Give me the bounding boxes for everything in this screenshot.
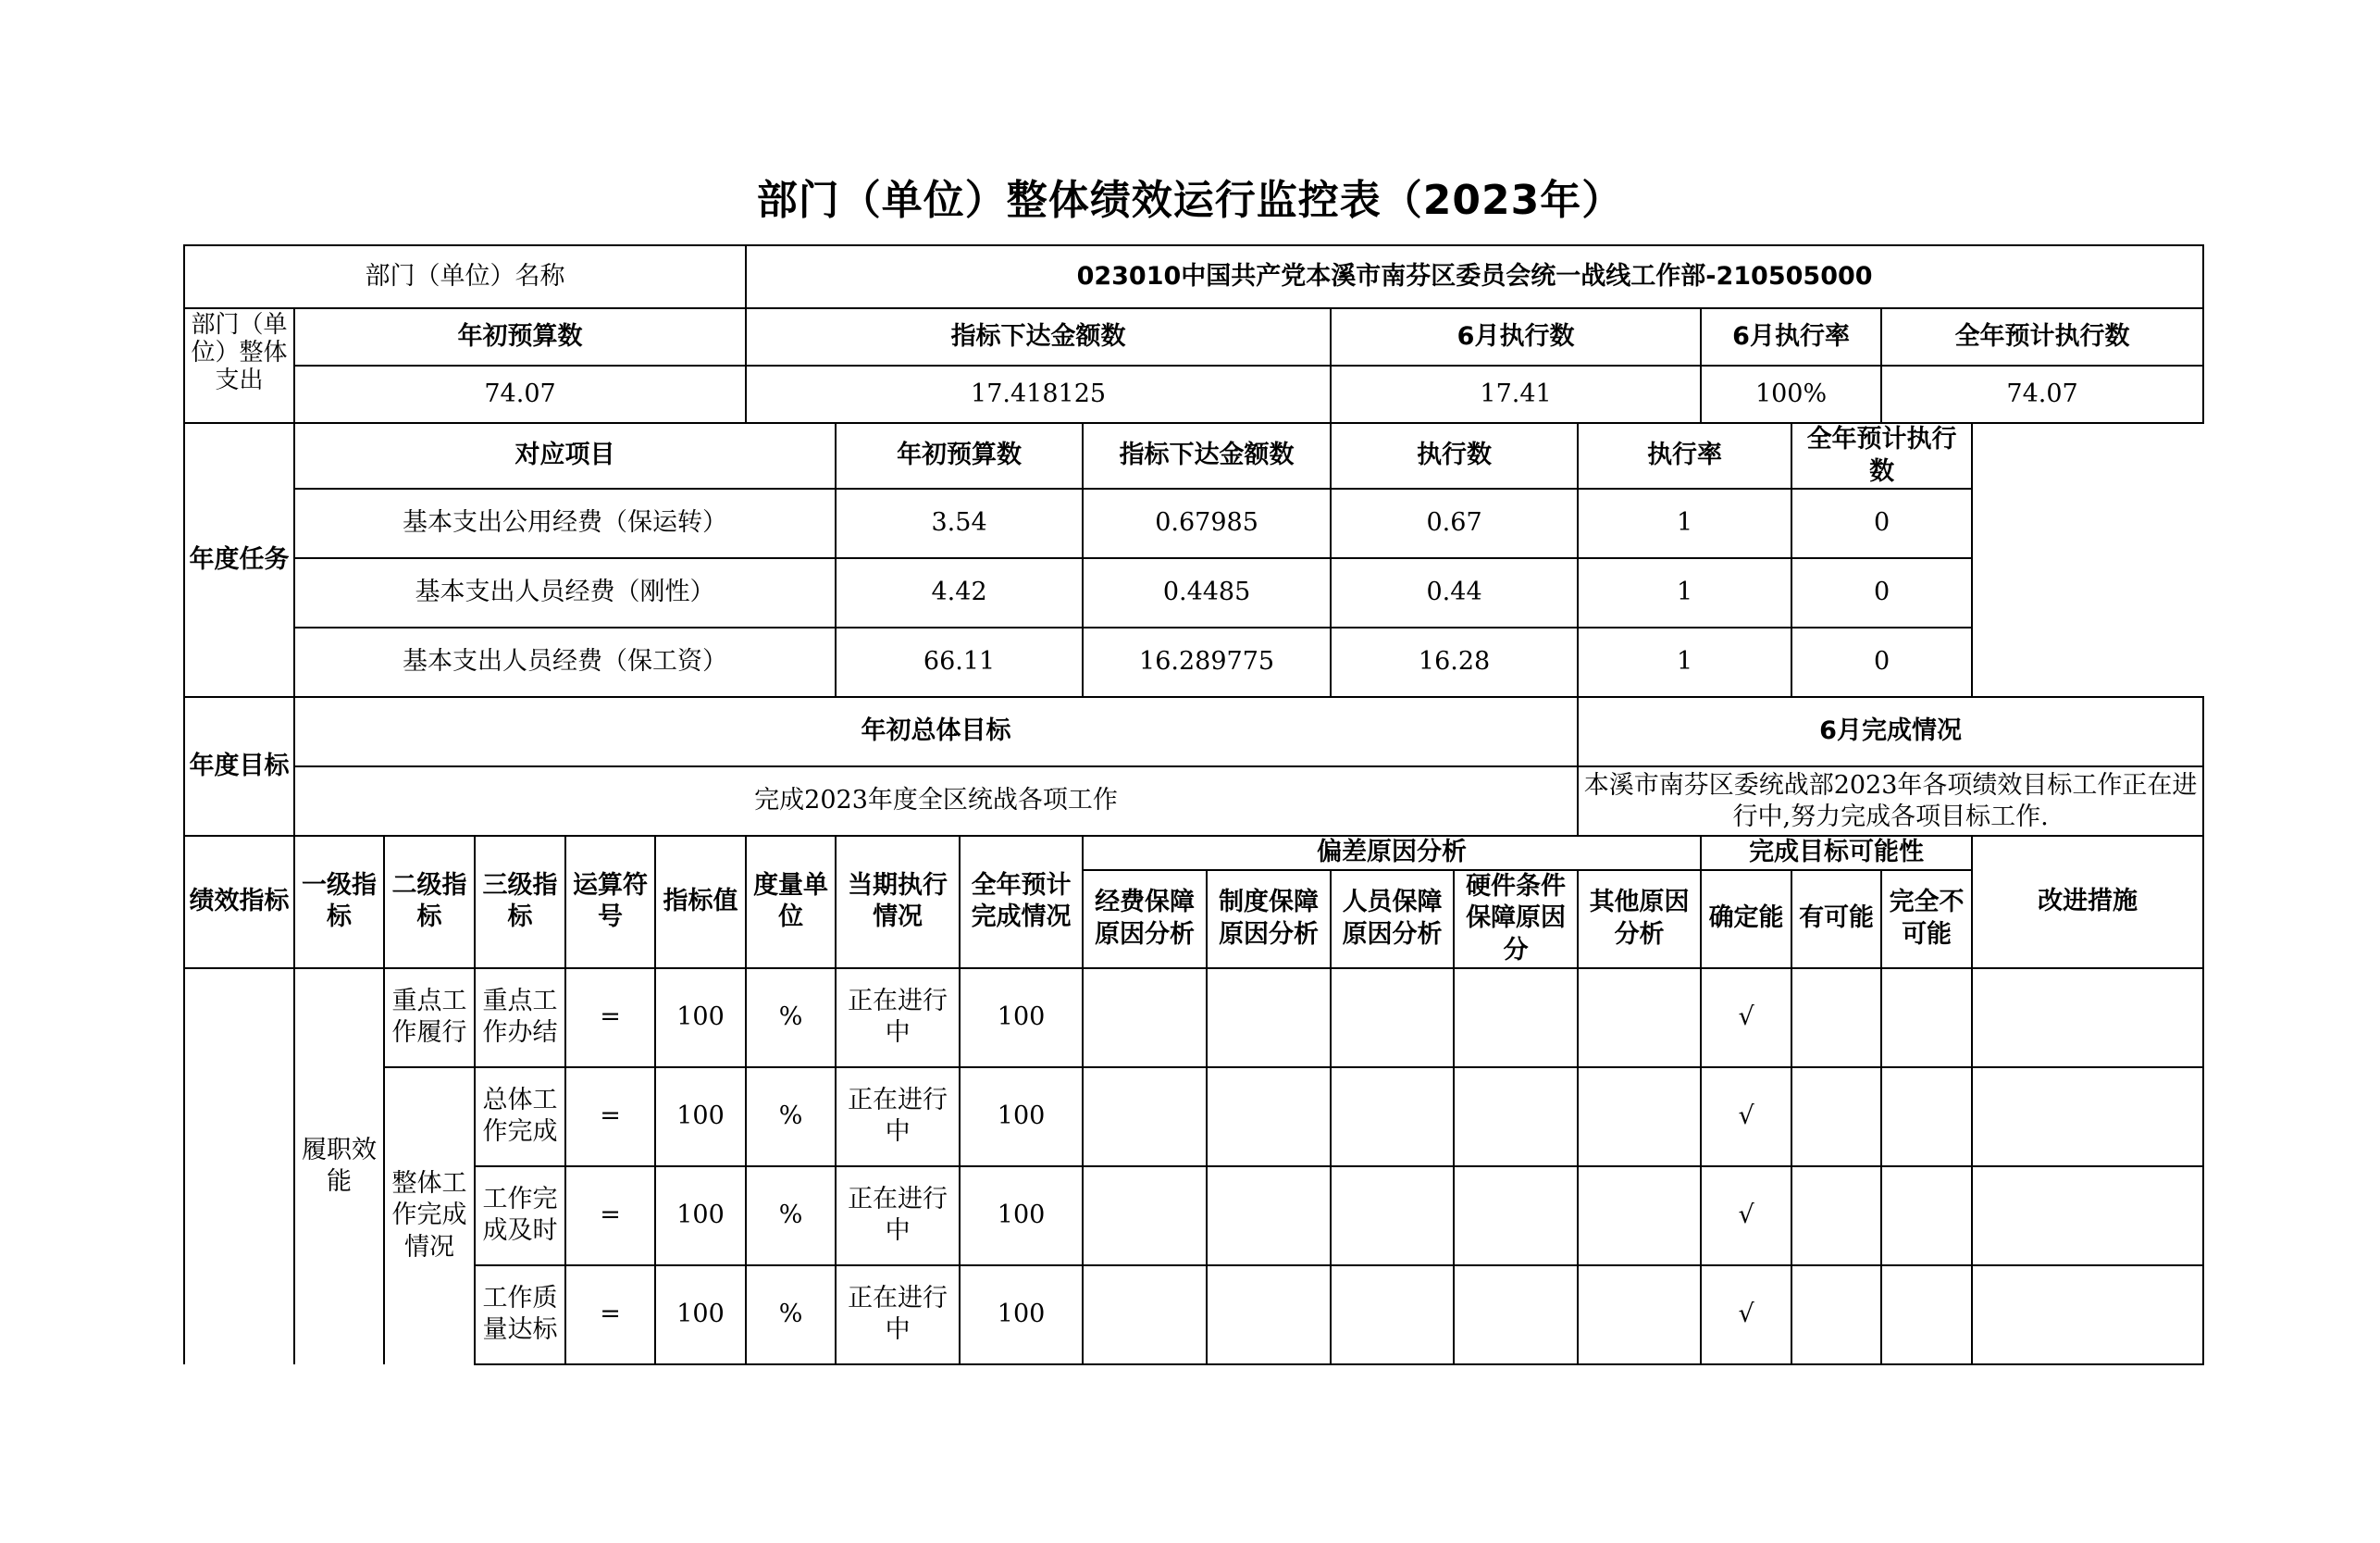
forecast-value: 100 (960, 1166, 1083, 1265)
task-value: 1 (1578, 489, 1791, 558)
page-title: 部门（单位）整体绩效运行监控表（2023年） (756, 177, 1624, 224)
header-current: 当期执行情况 (836, 836, 960, 968)
indicator-row (184, 1265, 2203, 1364)
tasks-header: 执行率 (1578, 423, 1791, 489)
target-value: 100 (655, 968, 746, 1067)
indicator-blank-cell (184, 968, 294, 1364)
expense-header: 全年预计执行数 (1881, 308, 2203, 366)
expense-header: 6月执行数 (1331, 308, 1701, 366)
header-improvement: 改进措施 (1972, 836, 2203, 968)
header-level1: 一级指标 (294, 836, 384, 968)
check-mark: √ (1701, 1166, 1791, 1265)
indicator-row (184, 1067, 2203, 1166)
level3-value: 工作质量达标 (475, 1265, 565, 1364)
check-mark: √ (1701, 968, 1791, 1067)
expense-row-label: 部门（单位）整体支出 (184, 308, 294, 423)
expense-value: 17.418125 (746, 366, 1331, 423)
expense-value: 17.41 (1331, 366, 1701, 423)
task-value: 0 (1791, 628, 1972, 697)
goals-left-header: 年初总体目标 (294, 697, 1578, 766)
indicator-row-label: 绩效指标 (184, 836, 294, 968)
task-value: 0.67 (1331, 489, 1578, 558)
level3-value: 重点工作办结 (475, 968, 565, 1067)
tasks-header: 全年预计执行数 (1791, 423, 1972, 489)
header-level3: 三级指标 (475, 836, 565, 968)
current-value: 正在进行中 (836, 968, 960, 1067)
header-possibility: 完成目标可能性 (1701, 836, 1972, 870)
header-pos-maybe: 有可能 (1791, 870, 1881, 968)
indicator-header-row (184, 836, 2203, 870)
expense-value: 74.07 (1881, 366, 2203, 423)
task-value: 0 (1791, 558, 1972, 628)
header-pos-sure: 确定能 (1701, 870, 1791, 968)
header-unit: 度量单位 (746, 836, 836, 968)
unit-value: % (746, 1067, 836, 1166)
target-value: 100 (655, 1166, 746, 1265)
target-value: 100 (655, 1265, 746, 1364)
task-value: 0 (1791, 489, 1972, 558)
expense-header: 年初预算数 (294, 308, 746, 366)
current-value: 正在进行中 (836, 1265, 960, 1364)
unit-label: 部门（单位）名称 (184, 245, 746, 308)
check-mark: √ (1701, 1067, 1791, 1166)
header-level2: 二级指标 (384, 836, 475, 968)
tasks-row-label: 年度任务 (184, 423, 294, 697)
task-value: 0.4485 (1083, 558, 1331, 628)
expense-header-row (184, 308, 2203, 366)
header-target: 指标值 (655, 836, 746, 968)
tasks-header: 对应项目 (294, 423, 836, 489)
header-dev-staff: 人员保障原因分析 (1331, 870, 1454, 968)
performance-table (183, 244, 2204, 1365)
goals-right-value: 本溪市南芬区委统战部2023年各项绩效目标工作正在进行中,努力完成各项目标工作. (1578, 766, 2203, 836)
task-row (184, 628, 2203, 697)
unit-row (184, 245, 2203, 308)
level3-value: 总体工作完成 (475, 1067, 565, 1166)
operator-value: = (565, 1265, 655, 1364)
level1-value: 履职效能 (294, 968, 384, 1364)
level3-value: 工作完成及时 (475, 1166, 565, 1265)
task-value: 0.44 (1331, 558, 1578, 628)
header-dev-hardware: 硬件条件保障原因分 (1454, 870, 1578, 968)
task-project: 基本支出人员经费（保工资） (294, 628, 836, 697)
header-dev-funding: 经费保障原因分析 (1083, 870, 1207, 968)
expense-value: 100% (1701, 366, 1881, 423)
operator-value: = (565, 1166, 655, 1265)
goals-value-row (184, 766, 2203, 836)
tasks-header: 执行数 (1331, 423, 1578, 489)
task-row (184, 489, 2203, 558)
header-dev-other: 其他原因分析 (1578, 870, 1701, 968)
expense-value: 74.07 (294, 366, 746, 423)
level2-value: 重点工作履行 (384, 968, 475, 1067)
header-forecast: 全年预计完成情况 (960, 836, 1083, 968)
indicator-row (184, 968, 2203, 1067)
expense-header: 指标下达金额数 (746, 308, 1331, 366)
goals-row-label: 年度目标 (184, 697, 294, 836)
target-value: 100 (655, 1067, 746, 1166)
task-value: 1 (1578, 558, 1791, 628)
task-value: 3.54 (836, 489, 1083, 558)
check-mark: √ (1701, 1265, 1791, 1364)
unit-value: % (746, 968, 836, 1067)
task-row (184, 558, 2203, 628)
operator-value: = (565, 1067, 655, 1166)
current-value: 正在进行中 (836, 1067, 960, 1166)
task-value: 4.42 (836, 558, 1083, 628)
unit-value: 023010中国共产党本溪市南芬区委员会统一战线工作部-210505000 (746, 245, 2203, 308)
goals-right-header: 6月完成情况 (1578, 697, 2203, 766)
header-deviation: 偏差原因分析 (1083, 836, 1701, 870)
tasks-header-row (184, 423, 2203, 489)
task-project: 基本支出人员经费（刚性） (294, 558, 836, 628)
forecast-value: 100 (960, 1067, 1083, 1166)
task-value: 0.67985 (1083, 489, 1331, 558)
current-value: 正在进行中 (836, 1166, 960, 1265)
indicator-row (184, 1166, 2203, 1265)
header-operator: 运算符号 (565, 836, 655, 968)
unit-value: % (746, 1265, 836, 1364)
task-value: 66.11 (836, 628, 1083, 697)
expense-header: 6月执行率 (1701, 308, 1881, 366)
header-pos-impossible: 完全不可能 (1881, 870, 1972, 968)
forecast-value: 100 (960, 1265, 1083, 1364)
header-dev-system: 制度保障原因分析 (1207, 870, 1331, 968)
unit-value: % (746, 1166, 836, 1265)
forecast-value: 100 (960, 968, 1083, 1067)
task-value: 16.28 (1331, 628, 1578, 697)
tasks-header: 年初预算数 (836, 423, 1083, 489)
expense-value-row (184, 366, 2203, 423)
task-project: 基本支出公用经费（保运转） (294, 489, 836, 558)
tasks-header: 指标下达金额数 (1083, 423, 1331, 489)
goals-header-row (184, 697, 2203, 766)
goals-left-value: 完成2023年度全区统战各项工作 (294, 766, 1578, 836)
level2-value: 整体工作完成情况 (384, 1067, 475, 1364)
task-value: 1 (1578, 628, 1791, 697)
task-value: 16.289775 (1083, 628, 1331, 697)
operator-value: = (565, 968, 655, 1067)
